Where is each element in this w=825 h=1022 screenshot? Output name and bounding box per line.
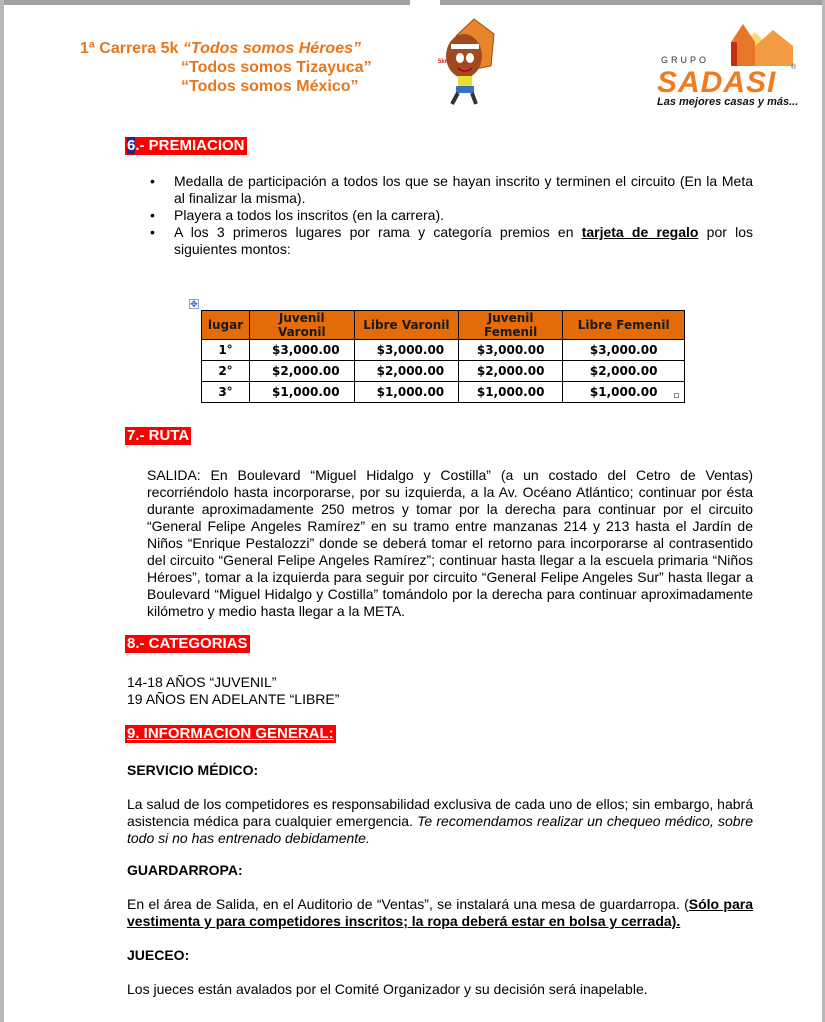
jueceo-paragraph: Los jueces están avalados por el Comité Organizador y su decisión será inapelable.: [127, 981, 648, 997]
column-header: Libre Varonil: [354, 311, 459, 340]
mascot-image: [436, 16, 502, 106]
logo-brand: SADASI: [657, 66, 777, 99]
cell-lugar: 1°: [202, 340, 250, 361]
cell-lv: $ 2,000.00: [354, 361, 459, 382]
guardarropa-heading: GUARDARROPA:: [127, 862, 243, 878]
table-header-row: [202, 311, 685, 340]
jueceo-heading: JUECEO:: [127, 947, 190, 963]
cell-lv: $ 1,000.00: [354, 382, 459, 403]
cell-jf: $1,000.00: [459, 382, 563, 403]
cell-lugar: 3°: [202, 382, 250, 403]
medico-heading: SERVICIO MÉDICO:: [127, 762, 259, 778]
section-7-heading: 7.- RUTA: [127, 427, 190, 444]
list-item: • Medalla de participación a todos los que se hayan inscrito y terminen el circuito (En la Meta al finalizar la misma).: [150, 173, 753, 207]
cell-lv: $ 3,000.00: [354, 340, 459, 361]
cell-lf: $3,000.00: [563, 340, 685, 361]
header-title-line2: “Todos somos Tizayuca”: [181, 59, 372, 76]
page-edge-left: [0, 0, 4, 1022]
cell-jv: $ 3,000.00: [250, 340, 355, 361]
mascot-badge: 5km: [438, 59, 451, 65]
table-row: [202, 340, 685, 361]
logo-registered: ®: [791, 64, 797, 71]
table-move-handle-icon[interactable]: ✥: [190, 299, 198, 309]
medico-paragraph: La salud de los competidores es responsabilidad exclusiva de cada uno de ellos; sin embargo, habrá asistencia médica para cualquier emergencia. Te recomendamos realizar un chequeo médico, sobre todo si no has entrenado debidamente.: [127, 796, 753, 846]
cell-jv: $ 2,000.00: [250, 361, 355, 382]
section-6-heading: 6.- PREMIACION: [127, 137, 245, 154]
table-resize-handle[interactable]: [674, 393, 679, 398]
logo-tagline: Las mejores casas y más...: [657, 96, 799, 108]
column-header: Libre Femenil: [563, 311, 685, 340]
route-paragraph: SALIDA: En Boulevard “Miguel Hidalgo y Costilla” (a un costado del Cetro de Ventas) recorriéndolo hasta incorporarse, por su izquierda, a la Av. Océano Atlántico; continuar por ésta durante aproximadamente 250 metros y tomar por la derecha para continuar por el circuito “General Felipe Angeles Ramírez” en su tramo entre manzanas 214 y 213 hasta el Jardín de Niños “Enrique Pestalozzi” donde se deberá tomar el retorno para incorporarse al contrasentido del circuito “General Felipe Angeles Ramírez”; continuar hasta llegar a la escuela primaria “Niños Héroes”, tomar a la izquierda para seguir por circuito “General Felipe Angeles Sur” hasta llegar a Boulevard “Miguel Hidalgo y Costilla” tomándolo por la derecha para continuar aproximadamente kilómetro y medio hasta llegar a la META.: [147, 467, 753, 619]
section-8-heading: 8.- CATEGORIAS: [127, 635, 248, 652]
table-row: [202, 361, 685, 382]
category-juvenil: 14-18 AÑOS “JUVENIL”: [127, 674, 277, 690]
header-title-line1: 1ª Carrera 5k “Todos somos Héroes”: [80, 40, 361, 57]
cell-jf: $2,000.00: [459, 361, 563, 382]
list-item: • Playera a todos los inscritos (en la carrera).: [150, 207, 753, 224]
header-title-line3: “Todos somos México”: [181, 78, 359, 95]
category-libre: 19 AÑOS EN ADELANTE “LIBRE”: [127, 691, 340, 707]
cell-lf: $1,000.00: [563, 382, 685, 403]
cell-jv: $ 1,000.00: [250, 382, 355, 403]
logo-grupo: GRUPO: [661, 55, 710, 65]
prize-list: [150, 173, 753, 258]
prize-table: [201, 310, 685, 403]
table-row: [202, 382, 685, 403]
window-top-edge: [0, 0, 825, 5]
list-item: • A los 3 primeros lugares por rama y categoría premios en tarjeta de regalo por los siguientes montos:: [150, 224, 753, 258]
cell-lugar: 2°: [202, 361, 250, 382]
column-header: Juvenil Varonil: [250, 311, 355, 340]
cell-jf: $3,000.00: [459, 340, 563, 361]
cell-lf: $2,000.00: [563, 361, 685, 382]
sadasi-logo: [655, 22, 801, 112]
section-9-heading: 9. INFORMACION GENERAL:: [127, 725, 334, 742]
guardarropa-paragraph: En el área de Salida, en el Auditorio de “Ventas”, se instalará una mesa de guardarropa. (Sólo para vestimenta y para competidores inscritos; la ropa deberá estar en bolsa y cerrada).: [127, 896, 754, 929]
column-header: Juvenil Femenil: [459, 311, 563, 340]
column-header: lugar: [202, 311, 250, 340]
